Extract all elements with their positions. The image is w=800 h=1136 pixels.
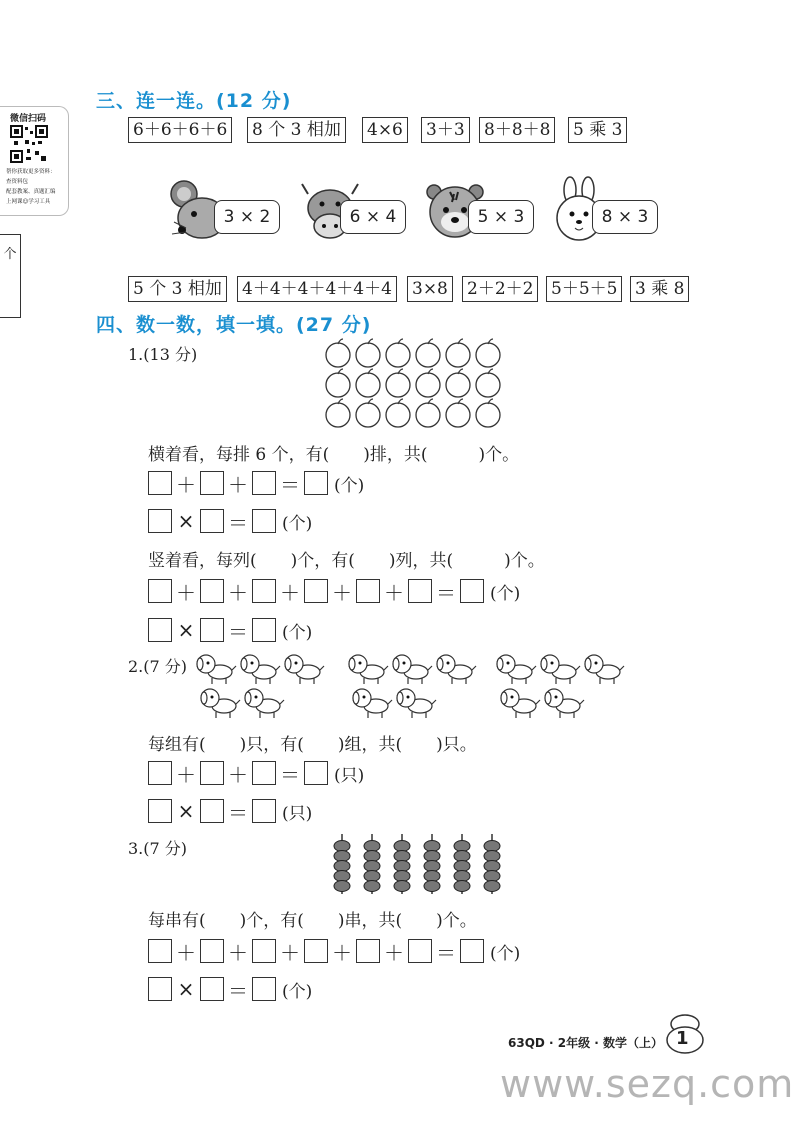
plus-sign: ＋: [384, 580, 404, 605]
apple-icon: [386, 399, 410, 427]
apple-icon: [356, 339, 380, 367]
answer-box[interactable]: [148, 579, 172, 603]
apple-icon: [476, 369, 500, 397]
answer-box[interactable]: [304, 579, 328, 603]
q1-add-col-equation: [148, 578, 520, 604]
q2-label: 2.(7 分): [128, 657, 188, 676]
answer-box[interactable]: [148, 761, 172, 785]
unit-label: (只): [334, 765, 365, 786]
bottom-box-3[interactable]: 3×8: [407, 276, 453, 302]
answer-box[interactable]: [148, 618, 172, 642]
q3-mult-equation: [148, 976, 312, 1002]
skewer-icon: [364, 834, 380, 894]
answer-box[interactable]: [148, 799, 172, 823]
equals-sign: ＝: [436, 580, 456, 605]
unit-label: (个): [334, 475, 365, 496]
answer-box[interactable]: [252, 799, 276, 823]
apple-icon: [446, 339, 470, 367]
q2-question: 每组有( )只，有( )组，共( )只。: [148, 735, 477, 755]
q1-row-question: 横着看，每排 6 个，有( )排，共( )个。: [148, 445, 520, 465]
apple-grid: [322, 338, 512, 434]
q1-col-question: 竖着看，每列( )个，有( )列，共( )个。: [148, 551, 545, 571]
plus-sign: ＋: [228, 762, 248, 787]
dog-icon: [541, 655, 580, 684]
answer-box[interactable]: [252, 579, 276, 603]
plus-sign: ＋: [228, 580, 248, 605]
apple-icon: [326, 339, 350, 367]
bottom-box-6[interactable]: 3 乘 8: [630, 276, 689, 302]
q1-add-row-equation: [148, 470, 364, 496]
section-4-title: 四、数一数，填一填。(27 分): [96, 314, 372, 336]
answer-box[interactable]: [460, 579, 484, 603]
apple-icon: [326, 399, 350, 427]
answer-box[interactable]: [200, 471, 224, 495]
qr-code-icon[interactable]: [10, 125, 48, 163]
plus-sign: ＋: [176, 940, 196, 965]
q1-mult-col-equation: [148, 617, 312, 643]
answer-box[interactable]: [148, 509, 172, 533]
apple-icon: [446, 369, 470, 397]
equals-sign: ＝: [228, 800, 248, 825]
answer-box[interactable]: [148, 939, 172, 963]
skewer-icon: [394, 834, 410, 894]
bottom-box-1[interactable]: 5 个 3 相加: [128, 276, 227, 302]
bead-skewers: [326, 832, 506, 898]
answer-box[interactable]: [408, 579, 432, 603]
dog-icon: [197, 655, 236, 684]
equals-sign: ＝: [280, 762, 300, 787]
tiger-label[interactable]: 5 × 3: [468, 200, 534, 234]
top-box-3[interactable]: 4×6: [362, 117, 408, 143]
answer-box[interactable]: [252, 939, 276, 963]
answer-box[interactable]: [148, 977, 172, 1001]
answer-box[interactable]: [304, 471, 328, 495]
equals-sign: ＝: [228, 619, 248, 644]
times-sign: ×: [177, 509, 195, 533]
dog-icon: [285, 655, 324, 684]
dog-icon: [437, 655, 476, 684]
qr-title: 微信扫码: [10, 114, 47, 124]
dog-icon: [397, 689, 436, 718]
answer-box[interactable]: [200, 799, 224, 823]
side-tab: 个: [0, 234, 21, 318]
skewer-icon: [424, 834, 440, 894]
dog-icon: [349, 655, 388, 684]
plus-sign: ＋: [280, 580, 300, 605]
apple-icon: [416, 399, 440, 427]
bottom-box-5[interactable]: 5＋5＋5: [546, 276, 622, 302]
apple-icon: [356, 369, 380, 397]
unit-label: (个): [282, 981, 313, 1002]
answer-box[interactable]: [356, 579, 380, 603]
cow-label[interactable]: 6 × 4: [340, 200, 406, 234]
plus-sign: ＋: [332, 940, 352, 965]
dog-icon: [501, 689, 540, 718]
unit-label: (只): [282, 803, 313, 824]
apple-icon: [356, 399, 380, 427]
skewer-icon: [454, 834, 470, 894]
top-box-6[interactable]: 5 乘 3: [568, 117, 627, 143]
plus-sign: ＋: [384, 940, 404, 965]
top-box-1[interactable]: 6＋6＋6＋6: [128, 117, 232, 143]
plus-sign: ＋: [280, 940, 300, 965]
apple-icon: [386, 339, 410, 367]
q1-label: 1.(13 分): [128, 345, 198, 364]
equals-sign: ＝: [280, 472, 300, 497]
answer-box[interactable]: [200, 509, 224, 533]
unit-label: (个): [490, 943, 521, 964]
top-box-2[interactable]: 8 个 3 相加: [247, 117, 346, 143]
plus-sign: ＋: [176, 472, 196, 497]
unit-label: (个): [282, 513, 313, 534]
plus-sign: ＋: [176, 580, 196, 605]
equals-sign: ＝: [436, 940, 456, 965]
q3-question: 每串有( )个，有( )串，共( )个。: [148, 911, 477, 931]
answer-box[interactable]: [252, 471, 276, 495]
dog-icon: [585, 655, 624, 684]
answer-box[interactable]: [460, 939, 484, 963]
dog-icon: [497, 655, 536, 684]
answer-box[interactable]: [200, 618, 224, 642]
q1-mult-row-equation: [148, 508, 312, 534]
dog-groups: [196, 650, 646, 726]
plus-sign: ＋: [228, 940, 248, 965]
equals-sign: ＝: [228, 510, 248, 535]
answer-box[interactable]: [200, 761, 224, 785]
answer-box[interactable]: [252, 761, 276, 785]
bottom-box-4[interactable]: 2＋2＋2: [462, 276, 538, 302]
q3-add-equation: [148, 938, 520, 964]
top-box-5[interactable]: 8＋8＋8: [479, 117, 555, 143]
dog-icon: [241, 655, 280, 684]
plus-sign: ＋: [332, 580, 352, 605]
qr-notes: 帮你获取更多资料： 查资料包 配套教案、真题汇编 上网课☺学习工具: [6, 169, 56, 205]
times-sign: ×: [177, 977, 195, 1001]
answer-box[interactable]: [252, 977, 276, 1001]
q2-mult-equation: [148, 798, 312, 824]
apple-icon: [476, 339, 500, 367]
answer-box[interactable]: [252, 618, 276, 642]
plus-sign: ＋: [228, 472, 248, 497]
watermark: www.sezq.com: [500, 1062, 795, 1106]
answer-box[interactable]: [200, 939, 224, 963]
times-sign: ×: [177, 618, 195, 642]
unit-label: (个): [490, 583, 521, 604]
footer-text: 63QD · 2年级 · 数学（上）: [508, 1036, 664, 1050]
bottom-box-2[interactable]: 4＋4＋4＋4＋4＋4: [237, 276, 397, 302]
qr-panel: [0, 106, 69, 216]
answer-box[interactable]: [356, 939, 380, 963]
apple-icon: [416, 369, 440, 397]
answer-box[interactable]: [252, 509, 276, 533]
skewer-icon: [484, 834, 500, 894]
unit-label: (个): [282, 622, 313, 643]
dog-icon: [245, 689, 284, 718]
answer-box[interactable]: [200, 977, 224, 1001]
skewer-icon: [334, 834, 350, 894]
dog-icon: [353, 689, 392, 718]
plus-sign: ＋: [176, 762, 196, 787]
answer-box[interactable]: [304, 939, 328, 963]
answer-box[interactable]: [148, 471, 172, 495]
page-number: 1: [676, 1028, 689, 1049]
apple-icon: [326, 369, 350, 397]
q2-add-equation: [148, 760, 364, 786]
answer-box[interactable]: [408, 939, 432, 963]
dog-icon: [393, 655, 432, 684]
dog-icon: [545, 689, 584, 718]
rabbit-label[interactable]: 8 × 3: [592, 200, 658, 234]
section-3-title: 三、连一连。(12 分): [96, 90, 292, 112]
apple-icon: [386, 369, 410, 397]
mouse-label[interactable]: 3 × 2: [214, 200, 280, 234]
top-box-4[interactable]: 3＋3: [421, 117, 470, 143]
apple-icon: [476, 399, 500, 427]
apple-icon: [416, 339, 440, 367]
apple-icon: [446, 399, 470, 427]
equals-sign: ＝: [228, 978, 248, 1003]
dog-icon: [201, 689, 240, 718]
answer-box[interactable]: [200, 579, 224, 603]
q3-label: 3.(7 分): [128, 839, 188, 858]
times-sign: ×: [177, 799, 195, 823]
answer-box[interactable]: [304, 761, 328, 785]
